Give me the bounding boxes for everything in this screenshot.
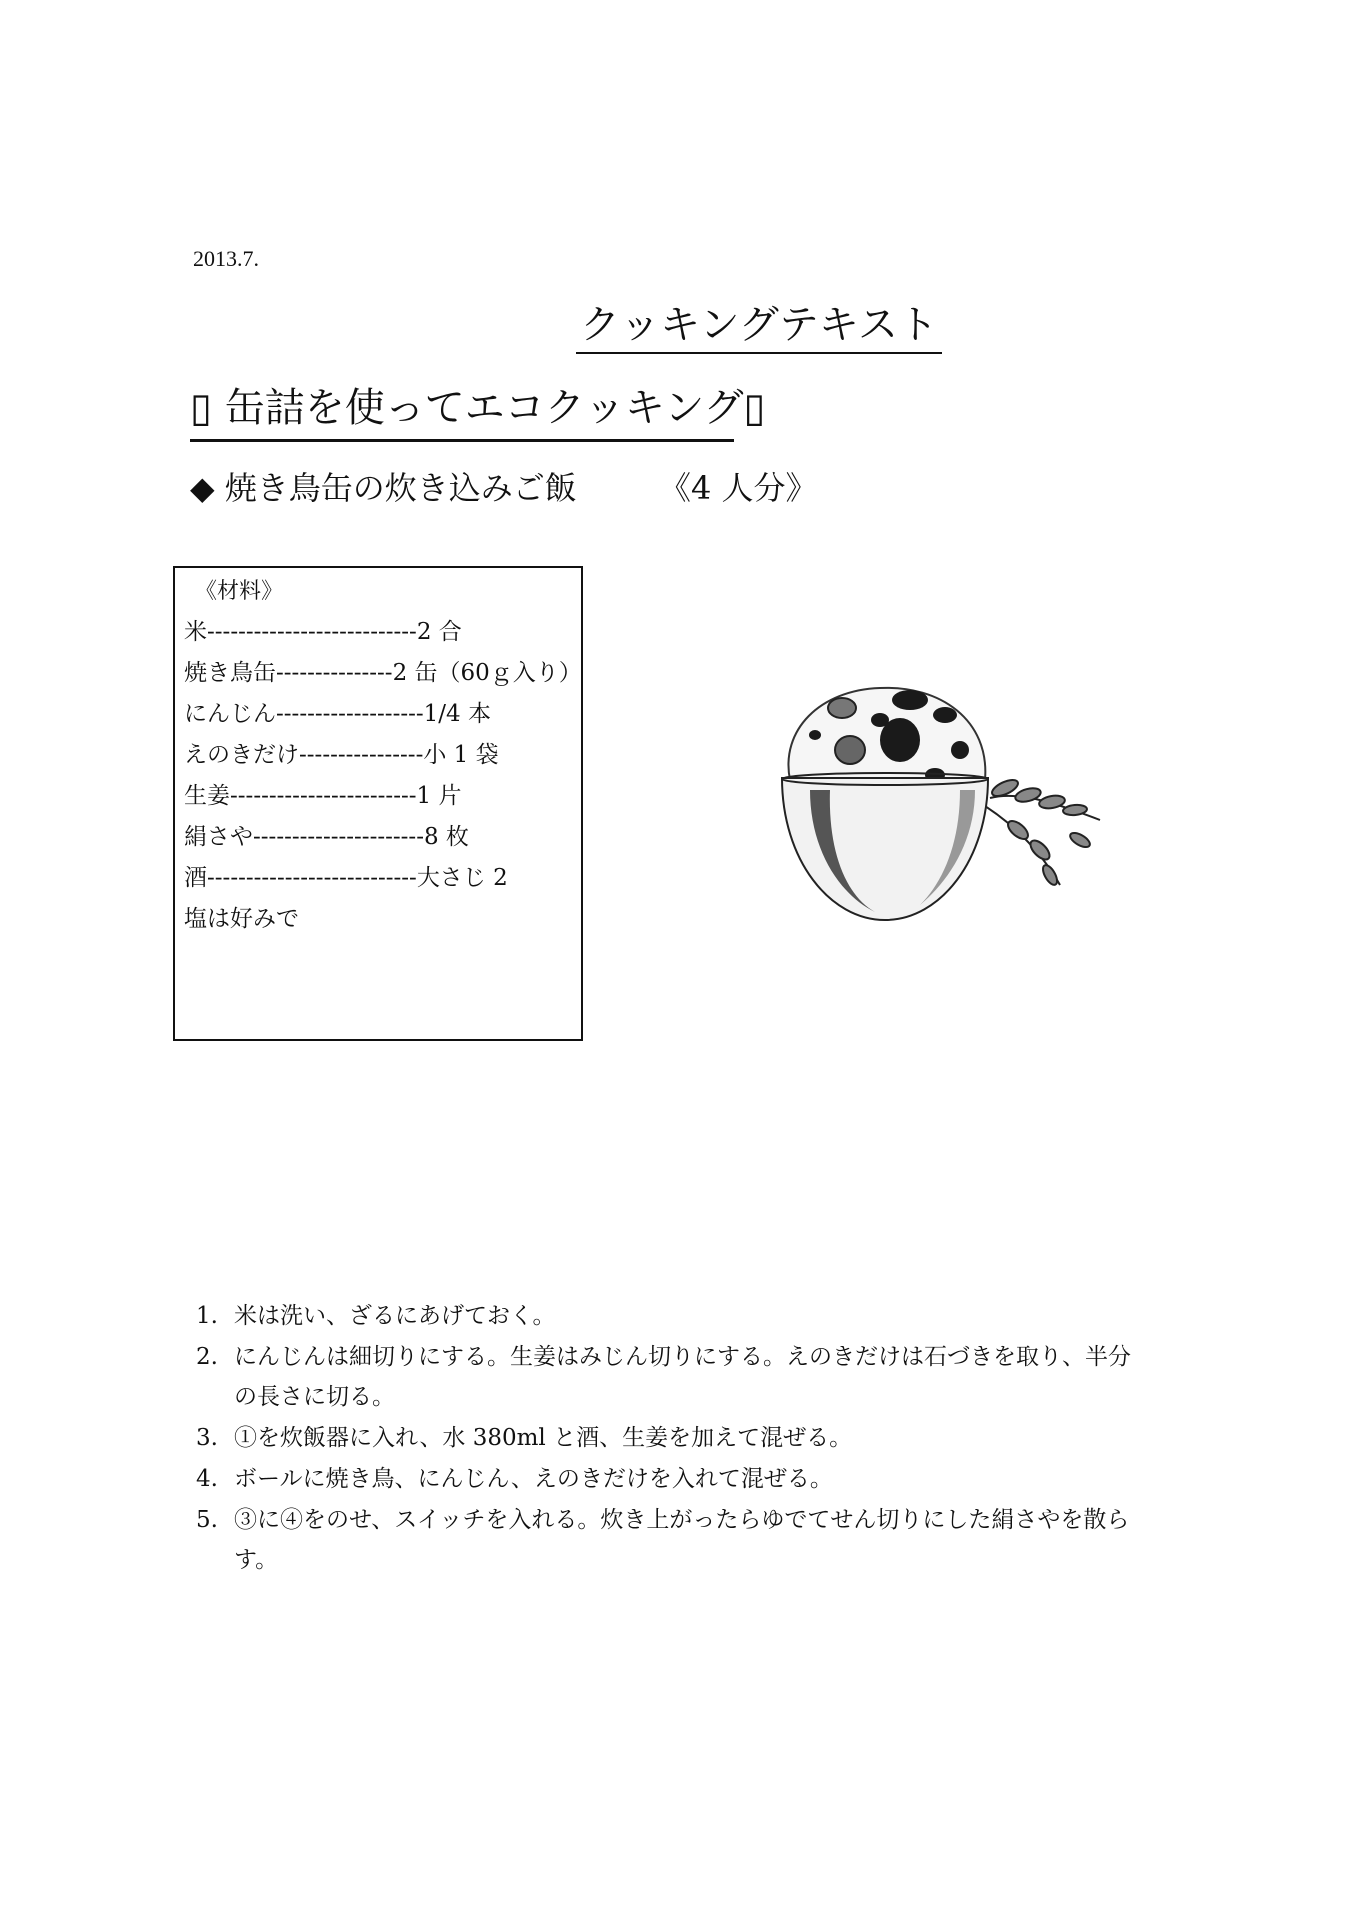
step-text: にんじんは細切りにする。生姜はみじん切りにする。えのきだけは石づきを取り、半分 — [234, 1344, 1131, 1370]
ingredient-row: えのきだけ----------------小 1 袋 — [184, 742, 499, 768]
recipe-title — [190, 463, 818, 509]
instruction-step — [196, 1418, 1176, 1458]
page-title — [0, 293, 1358, 354]
step-number: 1. — [196, 1303, 218, 1329]
recipe-name: ◆ 焼き鳥缶の炊き込みご飯 — [190, 469, 577, 507]
subtitle: ▯ 缶詰を使ってエコクッキング▯ — [190, 376, 734, 442]
instruction-step — [196, 1500, 1176, 1580]
step-number: 4. — [196, 1466, 218, 1492]
step-number: 2. — [196, 1344, 218, 1370]
ingredients-heading: 《材料》 — [195, 579, 284, 604]
ingredient-row: 焼き鳥缶---------------2 缶（60ｇ入り） — [184, 660, 582, 686]
step-number: 5. — [196, 1507, 218, 1533]
recipe-servings: 《4 人分》 — [658, 469, 818, 507]
document-date: 2013.7. — [193, 246, 259, 271]
ingredient-row: 生姜------------------------1 片 — [184, 783, 462, 809]
step-text: 米は洗い、ざるにあげておく。 — [234, 1303, 556, 1329]
ingredient-row: 米---------------------------2 合 — [184, 619, 462, 645]
step-text: ①を炊飯器に入れ、水 380ml と酒、生姜を加えて混ぜる。 — [234, 1425, 853, 1451]
instruction-step — [196, 1337, 1176, 1417]
page-title-text: クッキングテキスト — [576, 293, 942, 354]
rice-bowl-illustration — [760, 680, 1140, 940]
step-number: 3. — [196, 1425, 218, 1451]
step-text: ボールに焼き鳥、にんじん、えのきだけを入れて混ぜる。 — [234, 1466, 833, 1492]
instruction-step — [196, 1296, 1176, 1336]
ingredient-row: 酒---------------------------大さじ 2 — [184, 865, 508, 891]
step-text-continued: す。 — [234, 1547, 279, 1573]
instruction-step — [196, 1459, 1176, 1499]
step-text-continued: の長さに切る。 — [234, 1384, 395, 1410]
ingredient-row: にんじん-------------------1/4 本 — [184, 701, 491, 727]
ingredient-row: 絹さや----------------------8 枚 — [184, 824, 469, 850]
leaf-sprig-icon — [975, 777, 1100, 887]
ingredient-note: 塩は好みで — [184, 906, 299, 932]
step-text: ③に④をのせ、スイッチを入れる。炊き上がったらゆでてせん切りにした絹さやを散ら — [234, 1507, 1130, 1533]
